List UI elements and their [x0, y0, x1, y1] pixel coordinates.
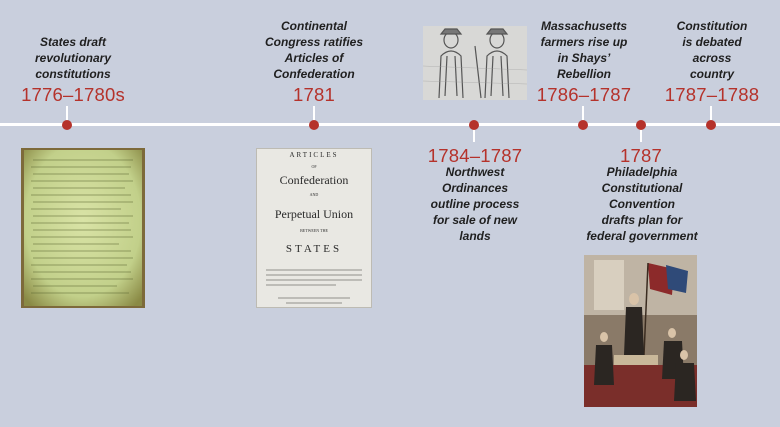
- event-northwest-dot: [469, 120, 479, 130]
- event-states-year: 1776–1780s: [21, 84, 125, 105]
- desc-line: federal government: [586, 229, 698, 243]
- timeline-axis: [0, 123, 780, 126]
- event-convention-dot: [636, 120, 646, 130]
- event-states-dot: [62, 120, 72, 130]
- desc-line: Massachusetts: [540, 19, 628, 33]
- event-convention-year: 1787: [620, 145, 662, 166]
- doc-and: AND: [309, 192, 319, 197]
- desc-line: Philadelphia: [606, 165, 678, 179]
- event-debate-description: [660, 18, 764, 82]
- desc-line: Ordinances: [441, 181, 509, 195]
- event-shays-dot: [578, 120, 588, 130]
- doc-of: OF: [311, 164, 317, 169]
- desc-line: Continental: [281, 19, 347, 33]
- desc-line: constitutions: [35, 67, 111, 81]
- desc-line: outline process: [430, 197, 520, 211]
- desc-line: Constitution: [676, 19, 748, 33]
- constitutional-convention-painting-image: [584, 255, 697, 407]
- doc-between: BETWEEN THE: [300, 228, 328, 233]
- event-northwest-year: 1784–1787: [427, 145, 523, 166]
- desc-line: across: [692, 51, 732, 65]
- event-convention-description: [576, 164, 708, 244]
- event-debate-year: 1787–1788: [664, 84, 760, 105]
- event-states-description: [10, 34, 136, 82]
- state-constitution-document-image: [21, 148, 145, 308]
- doc-title-perpetual-union: Perpetual Union: [274, 207, 354, 221]
- desc-line: in Shays’: [557, 51, 611, 65]
- event-shays-description: [523, 18, 645, 82]
- desc-line: States draft: [39, 35, 107, 49]
- shays-rebellion-woodcut-image: [423, 26, 527, 100]
- event-debate-dot: [706, 120, 716, 130]
- desc-line: drafts plan for: [601, 213, 683, 227]
- event-shays-year: 1786–1787: [536, 84, 632, 105]
- desc-line: Confederation: [273, 67, 355, 81]
- desc-line: lands: [459, 229, 491, 243]
- desc-line: is debated: [682, 35, 742, 49]
- articles-of-confederation-document-image: [256, 148, 372, 308]
- doc-title-confederation: Confederation: [279, 173, 349, 187]
- desc-line: Convention: [609, 197, 675, 211]
- event-articles-description: [247, 18, 381, 82]
- desc-line: for sale of new: [432, 213, 518, 227]
- desc-line: Constitutional: [601, 181, 683, 195]
- desc-line: Northwest: [445, 165, 505, 179]
- desc-line: Articles of: [284, 51, 344, 65]
- doc-title-states: STATES: [285, 243, 343, 255]
- event-articles-year: 1781: [293, 84, 335, 105]
- desc-line: revolutionary: [34, 51, 112, 65]
- desc-line: Rebellion: [556, 67, 611, 81]
- desc-line: country: [689, 67, 734, 81]
- desc-line: farmers rise up: [540, 35, 628, 49]
- doc-heading: ARTICLES: [289, 151, 339, 159]
- event-northwest-description: [410, 164, 540, 244]
- event-articles-dot: [309, 120, 319, 130]
- desc-line: Congress ratifies: [264, 35, 364, 49]
